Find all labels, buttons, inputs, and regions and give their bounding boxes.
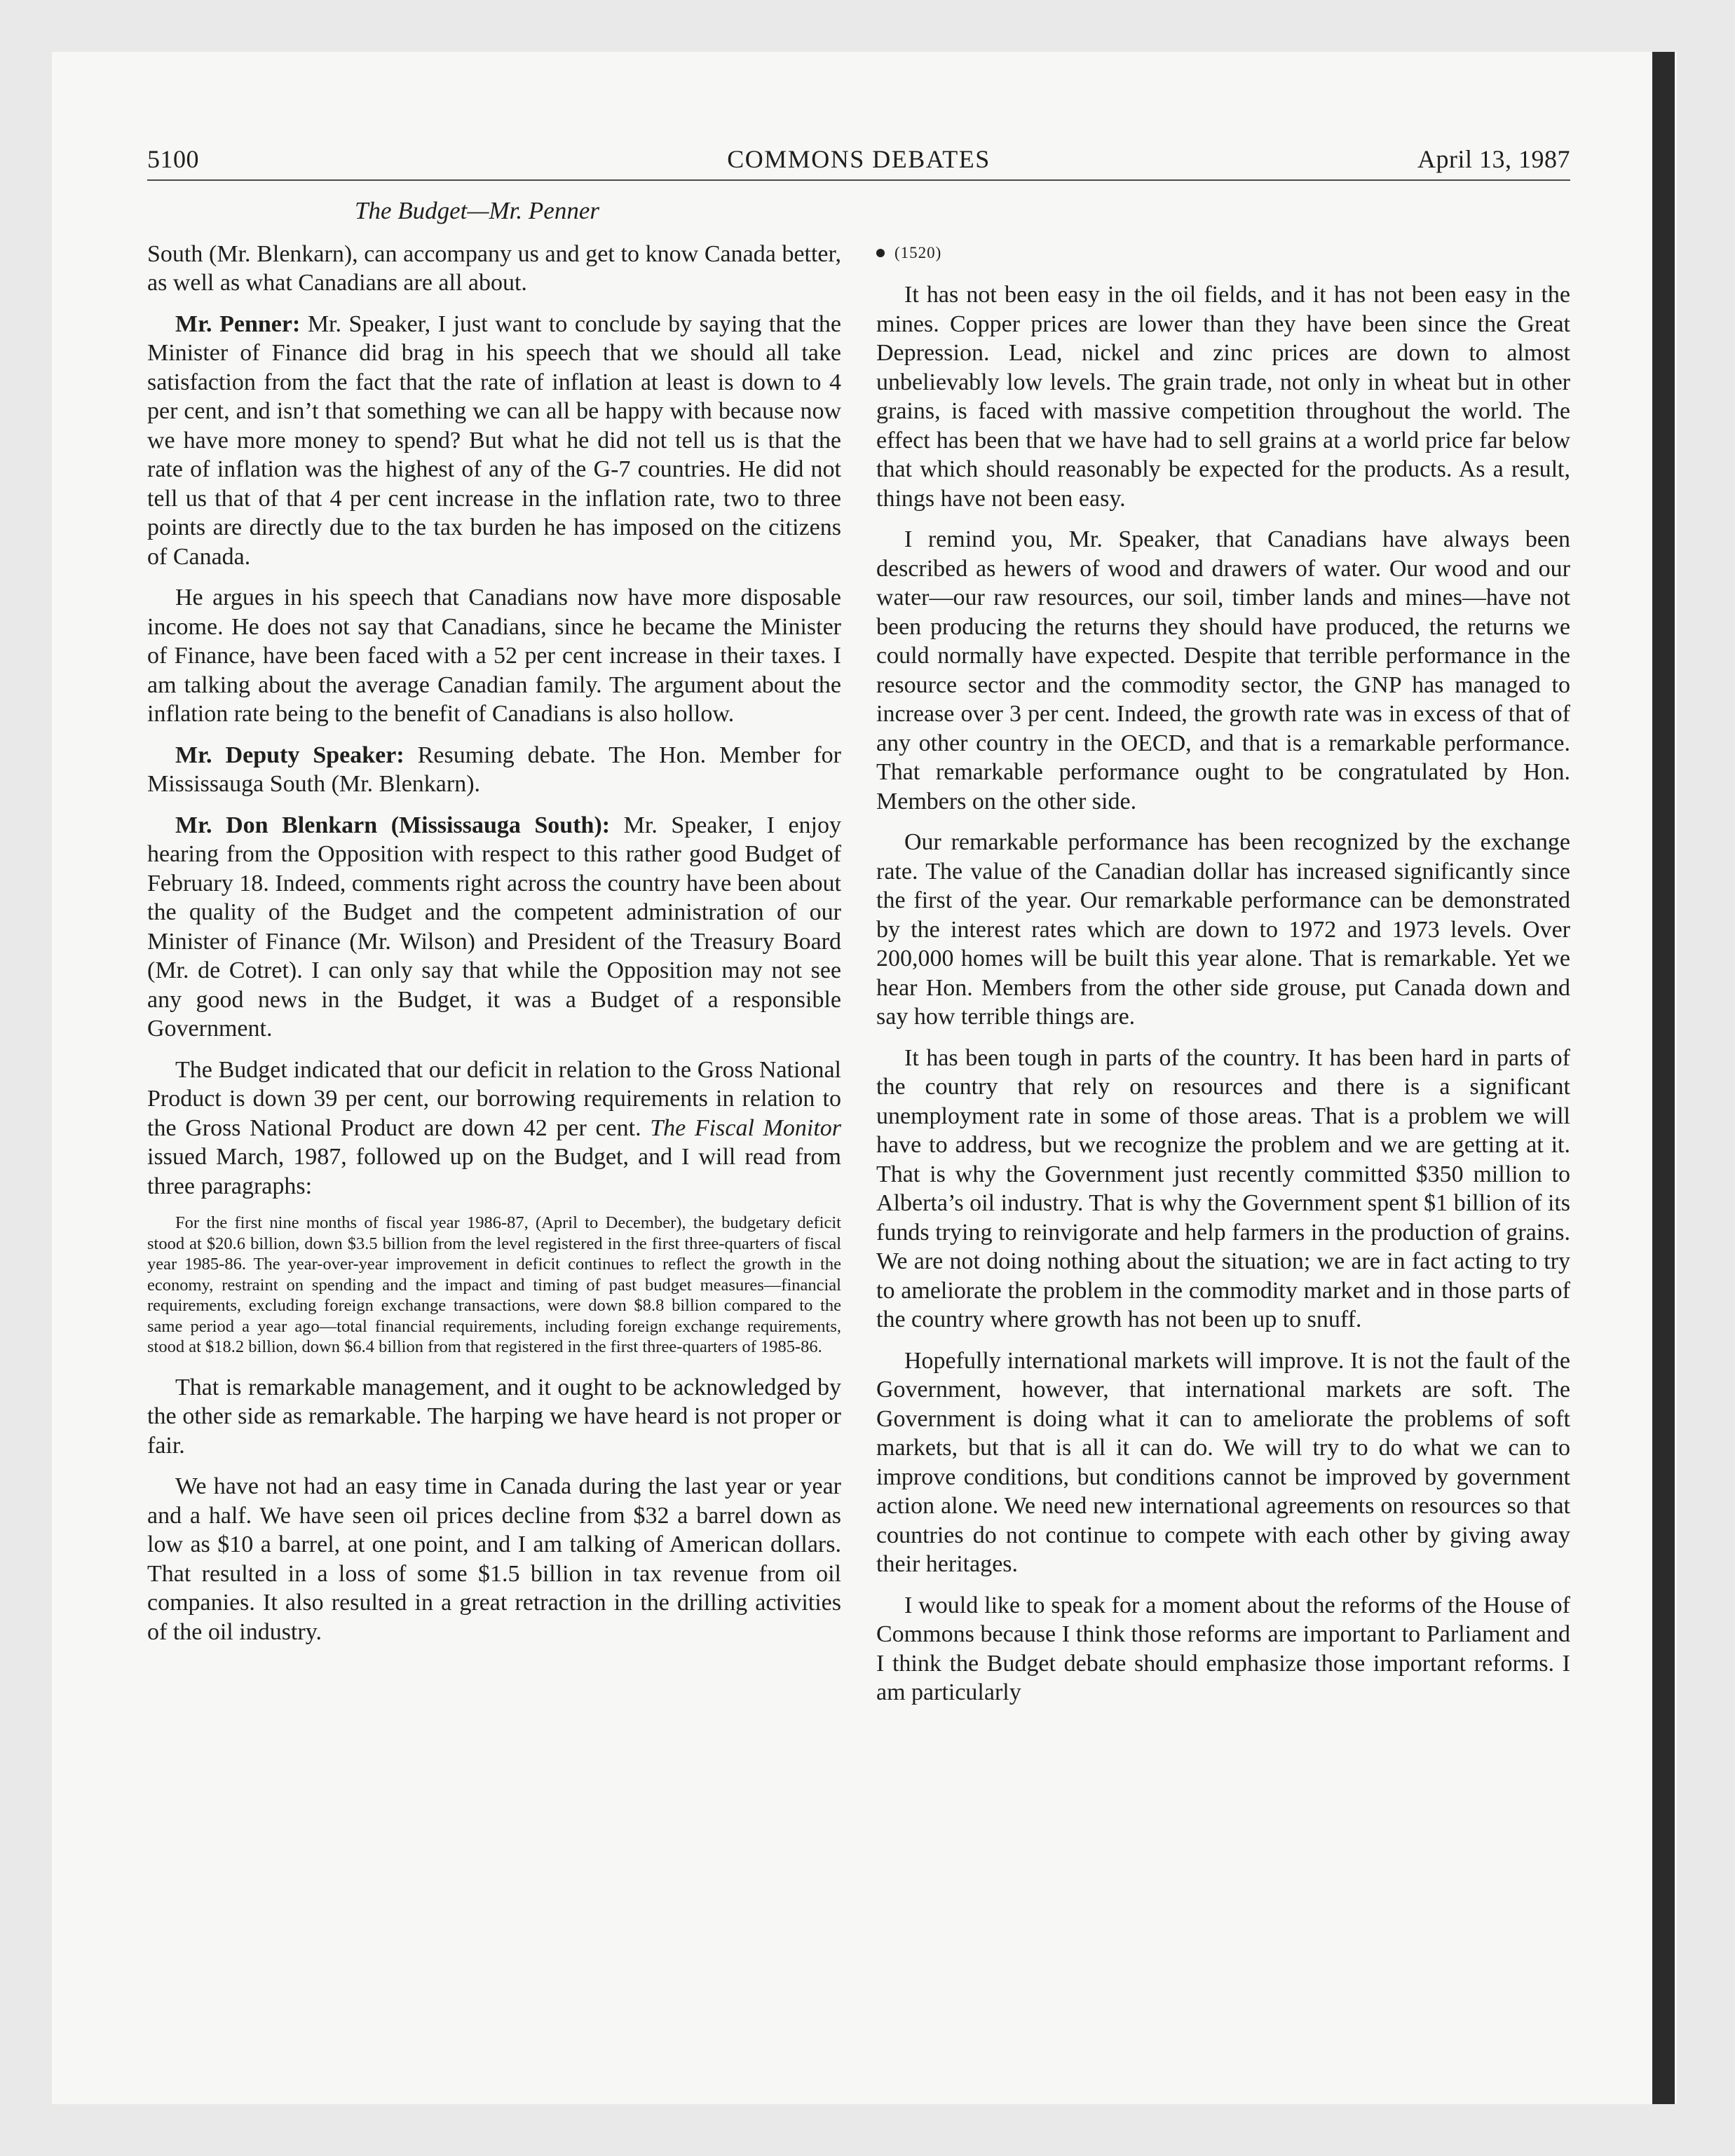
running-head: The Budget—Mr. Penner (355, 197, 599, 224)
speech-text: Mr. Speaker, I just want to conclude by saying that the Minister of Finance did brag in his speech that we should all take satisfaction from the fact that the rate of inflation at least is down to 4 per cent, and isn’t that something we can all be happy with because now we have more money to spend? But what he did not tell us is that the rate of inflation was the highest of any of the G-7 countries. He did not tell us that of that 4 per cent increase in the inflation rate, two to three points are directly due to the tax burden he has imposed on the citizens of Canada. (147, 311, 841, 570)
speech-text: Mr. Speaker, I enjoy hearing from the Opposition with respect to this rather good Budget of February 18. Indeed, comments right across the country have been about the quality of the Budget and the competent administration of our Minister of Finance (Mr. Wilson) and President of the Treasury Board (Mr. de Cotret). I can only say that while the Opposition may not see any good news in the Budget, it was a Budget of a responsible Government. (147, 812, 841, 1042)
speaker-name: Mr. Don Blenkarn (Mississauga South): (175, 812, 611, 838)
paragraph (147, 1056, 841, 1201)
paragraph-text: The Budget indicated that our deficit in relation to the Gross National Product is down 39 per cent, our borrowing requirements in relation to the Gross National Product are down 42 per cent. (147, 1056, 841, 1141)
page-number: 5100 (147, 145, 199, 173)
paragraph: I remind you, Mr. Speaker, that Canadians have always been described as hewers of wood and drawers of water. Our wood and our water—our raw resources, our soil, timber lands and mines—have not been producing the returns they should have produced, the returns we could normally have expected. Despite that terrible performance in the resource sector and the commodity sector, the GNP has managed to increase over 3 per cent. Indeed, the growth rate was in excess of that of any other country in the OECD, and that is a remarkable performance. That remarkable performance ought to be congratulated by Hon. Members on the other side. (876, 526, 1570, 814)
speech-paragraph (147, 741, 841, 799)
speaker-name: Mr. Deputy Speaker: (175, 742, 404, 768)
paragraph: That is remarkable management, and it ought to be acknowledged by the other side as remarkable. The harping we have heard is not proper or fair. (147, 1374, 841, 1459)
publication-reference: The Fiscal Monitor (650, 1114, 841, 1141)
time-marker-text: (1520) (894, 244, 942, 261)
paragraph: It has not been easy in the oil fields, and it has not been easy in the mines. Copper prices are lower than they have been since the Great Depression. Lead, nickel and zinc prices are down to almost unbelievably low levels. The grain trade, not only in wheat but in other grains, is faced with massive competition throughout the world. The effect has been that we have had to sell grains at a world price far below that which should reasonably be expected for the products. As a result, things have not been easy. (876, 282, 1570, 512)
paragraph: Hopefully international markets will improve. It is not the fault of the Government, however, that international markets are soft. The Government is doing what it can to ameliorate the problems of soft markets, but that is all it can do. We will try to do what we can to improve conditions, but conditions cannot be improved by government action alone. We need new international agreements on resources so that countries do not continue to compete with each other by giving away their heritages. (876, 1347, 1570, 1577)
paragraph-text: issued March, 1987, followed up on the Budget, and I will read from three paragraphs: (147, 1144, 841, 1199)
speech-paragraph (147, 310, 841, 572)
paragraph: We have not had an easy time in Canada during the last year or year and a half. We have seen oil prices decline from $32 a barrel down as low as $10 a barrel, at one point, and I am talking of American dollars. That resulted in a loss of some $1.5 billion in tax revenue from oil companies. It also resulted in a great retraction in the drilling activities of the oil industry. (147, 1473, 841, 1645)
bullet-icon (876, 249, 885, 257)
paragraph: He argues in his speech that Canadians now have more disposable income. He does not say that Canadians, since he became the Minister of Finance, have been faced with a 52 per cent increase in their taxes. I am talking about the average Canadian family. The argument about the inflation rate being to the benefit of Canadians is also hollow. (147, 585, 841, 727)
quote-text: For the first nine months of fiscal year 1986-87, (April to December), the budgetary deficit stood at $20.6 billion, down $3.5 billion from the level registered in the first three-quarters of fiscal year 1985-86. The year-over-year improvement in deficit continues to reflect the growth in the economy, restraint on spending and the impact and timing of past budget measures—financial requirements, excluding foreign exchange transactions, were down $8.8 billion compared to the same period a year ago—total financial requirements, including foreign exchange requirements, stood at $18.2 billion, down $6.4 billion from that registered in the first three-quarters of 1985-86. (147, 1213, 841, 1356)
binding-edge (1652, 52, 1675, 2104)
page-header (147, 144, 1570, 181)
speaker-name: Mr. Penner: (175, 311, 301, 337)
time-marker (876, 244, 941, 262)
publication-title: COMMONS DEBATES (727, 145, 991, 173)
paragraph: I would like to speak for a moment about the reforms of the House of Commons because I think those reforms are important to Parliament and I think the Budget debate should emphasize those important reforms. I am particularly (876, 1592, 1570, 1705)
block-quote (147, 1213, 841, 1358)
paragraph: South (Mr. Blenkarn), can accompany us and get to know Canada better, as well as what Canadians are all about. (147, 240, 841, 296)
page-date: April 13, 1987 (1417, 145, 1570, 173)
paragraph: It has been tough in parts of the country. It has been hard in parts of the country that rely on resources and there is a significant unemployment rate in some of those areas. That is a problem we will have to address, but we recognize the problem and we are getting at it. That is why the Government just recently committed $350 million to Alberta’s oil industry. That is why the Government spent $1 billion of its funds trying to reinvigorate and help farmers in the production of grains. We are not doing nothing about the situation; we are in fact acting to try to ameliorate the problem in the commodity market and in those parts of the country where growth has not been up to snuff. (876, 1044, 1570, 1332)
paragraph: Our remarkable performance has been recognized by the exchange rate. The value of the Canadian dollar has increased significantly since the first of the year. Our remarkable performance can be demonstrated by the interest rates which are down to 1972 and 1973 levels. Over 200,000 homes will be built this year alone. That is remarkable. Yet we hear Hon. Members from the other side grouse, put Canada down and say how terrible things are. (876, 829, 1570, 1030)
left-column (147, 196, 841, 1658)
right-column (876, 280, 1570, 1719)
speech-text: Resuming debate. The Hon. Member for Mississauga South (Mr. Blenkarn). (147, 742, 841, 797)
speech-paragraph (147, 811, 841, 1044)
